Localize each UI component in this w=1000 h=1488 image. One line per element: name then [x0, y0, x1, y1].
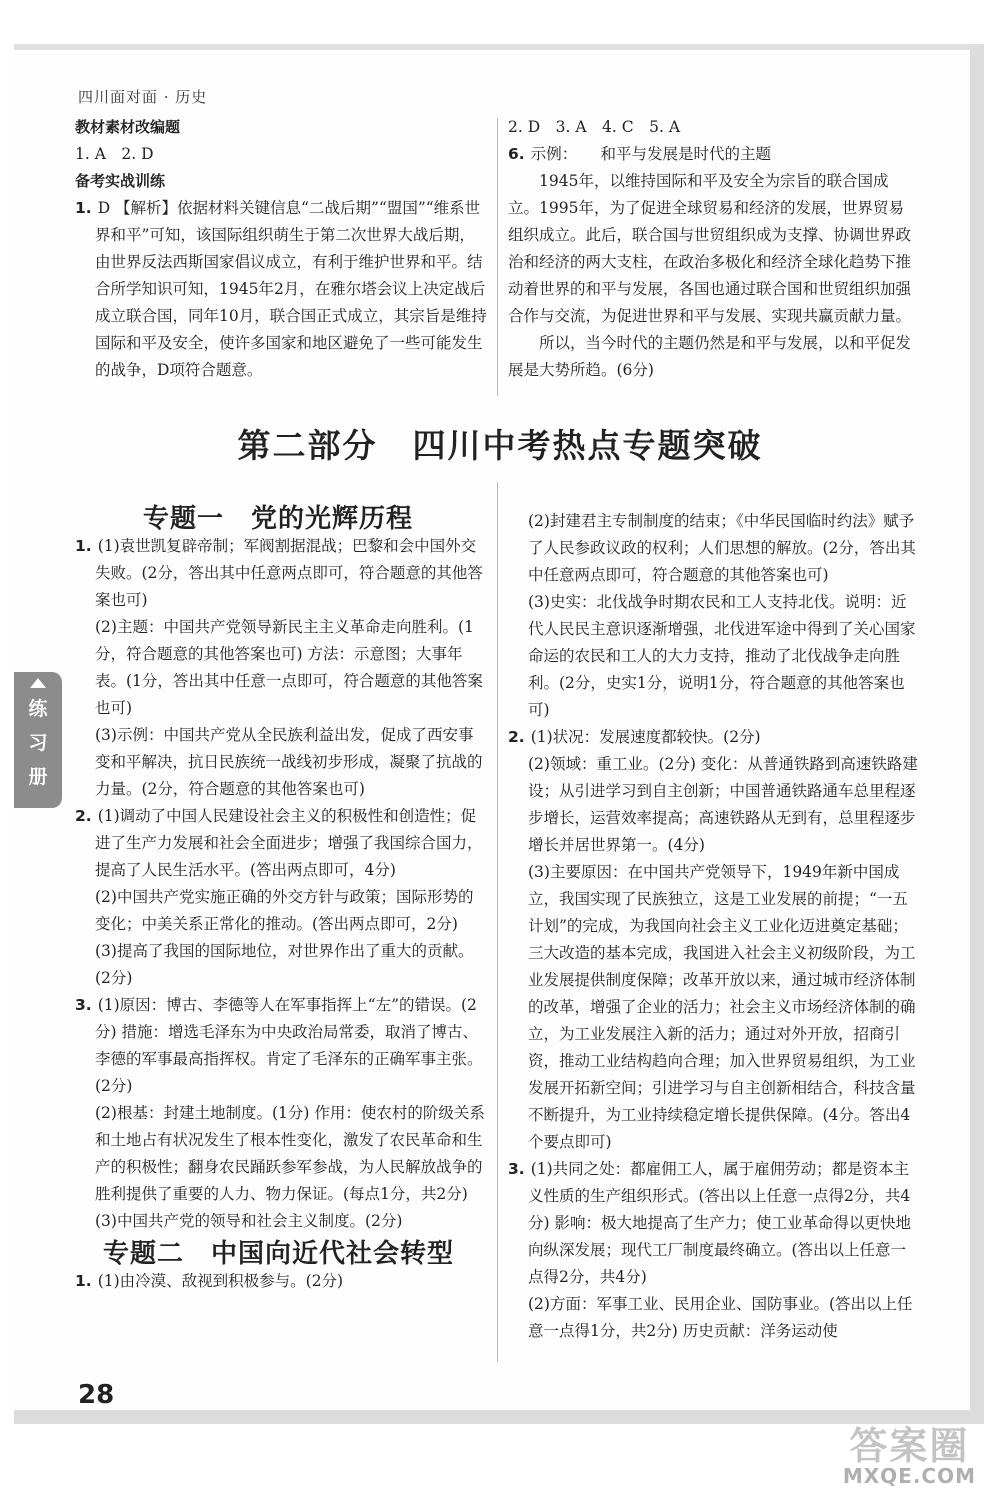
- heading-practice: 备考实战训练: [75, 172, 166, 190]
- answer-text: (1)原因：博古、李德等人在军事指挥上“左”的错误。(2分) 措施：增选毛泽东为中央政治局常委，取消了博古、李德的军事最高指挥权。肯定了毛泽东的正确军事主张。(2分): [95, 996, 483, 1095]
- answer-1: [75, 195, 487, 384]
- side-tab-char: 练: [28, 698, 48, 720]
- answer-3-part-2: (2)根基：封建土地制度。(1分) 作用：使农村的阶级关系和土地占有状况发生了根本性变化，激发了农民革命和生产的积极性；翻身农民踊跃参军参战，为人民解放战争的胜利提供了重要的人力、物力保证。(每点1分，共2分): [95, 1104, 485, 1203]
- part-title: 第二部分 四川中考热点专题突破: [237, 426, 763, 465]
- topic-title-2: 专题二 中国向近代社会转型: [103, 1239, 455, 1269]
- running-head: 四川面对面 · 历史: [78, 88, 208, 106]
- answer-3-part-3: (3)中国共产党的领导和社会主义制度。(2分): [95, 1212, 403, 1230]
- side-tab: [14, 672, 62, 808]
- triangle-up-icon: [30, 678, 46, 688]
- answer-text: (1)由冷漠、敌视到积极参与。(2分): [97, 1272, 344, 1290]
- answer-3-part-2: (2)方面：军事工业、民用企业、国防事业。(答出以上任意一点得1分，共2分) 历史贡献：洋务运动使: [528, 1295, 913, 1340]
- section-answers-right-top: [508, 114, 918, 384]
- topic-title-1: 专题一 党的光辉历程: [143, 504, 414, 534]
- question-number: 1.: [75, 199, 92, 217]
- answer-1-part-1: [75, 533, 487, 614]
- answer-2-part-2: (2)中国共产党实施正确的外交方针与政策；国际形势的变化；中美关系正常化的推动。(答出两点即可，2分): [95, 888, 474, 933]
- answer-1-part-2: (2)主题：中国共产党领导新民主主义革命走向胜利。(1分，符合题意的其他答案也可) 方法：示意图；大事年表。(1分，答出其中任意一点即可，符合题意的其他答案也可): [95, 618, 483, 717]
- column-divider-top: [497, 118, 498, 396]
- answer-1-part-3: (3)示例：中国共产党从全民族利益出发，促成了西安事变和平解决，抗日民族统一战线初步形成，凝聚了抗战的力量。(2分，符合题意的其他答案也可): [95, 726, 483, 798]
- question-number: 1.: [75, 1272, 92, 1290]
- answer-line-1: 1. A 2. D: [75, 145, 154, 163]
- answer-2-part-3: (3)主要原因：在中国共产党领导下，1949年新中国成立，我国实现了民族独立，这是工业发展的前提；“一五计划”的完成，为我国向社会主义工业化迈进奠定基础；三大改造的基本完成，我国进入社会主义初级阶段，为工业发展提供制度保障；改革开放以来，通过城市经济体制的改革，增强了企业的活力；社会主义市场经济体制的确立，为工业发展注入新的活力；通过对外开放，招商引资，推动工业结构趋向合理；加入世界贸易组织，为工业发展开拓新空间；引进学习与自主创新相结合，科技含量不断提升，为工业持续稳定增长提供保障。(4分。答出4个要点即可): [528, 863, 916, 1151]
- question-number: 2.: [75, 807, 92, 825]
- answer-1-part-2: (2)封建君主专制制度的结束；《中华民国临时约法》赋予了人民参政议政的权利；人们思想的解放。(2分，答出其中任意两点即可，符合题意的其他答案也可): [528, 512, 916, 584]
- answer-2-part-3: (3)提高了我国的国际地位，对世界作出了重大的贡献。(2分): [95, 942, 474, 987]
- answer-2-part-1: [75, 803, 487, 884]
- answer-2-part-2: (2)领域：重工业。(2分) 变化：从普通铁路到高速铁路建设；从引进学习到自主创新；中国普通铁路通车总里程逐步增长，运营效率提高；高速铁路从无到有，总里程逐步增长并居世界第一。(4分): [528, 755, 918, 854]
- answer-1-part-3: (3)史实：北伐战争时期农民和工人支持北伐。说明：近代人民民主意识逐渐增强，北伐进军途中得到了关心国家命运的农民和工人的大力支持，推动了北伐战争走向胜利。(2分，史实1分，说明1分，符合题意的其他答案也可): [528, 593, 916, 719]
- answer-text: D 【解析】依据材料关键信息“二战后期”“盟国”“维系世界和平”可知，该国际组织萌生于第二次世界大战后期，由世界反法西斯国家倡议成立，有利于维护世界和平。结合所学知识可知，1945年2月，在雅尔塔会议上决定战后成立联合国，同年10月，联合国正式成立，其宗旨是维持国际和平及安全，使许多国家和地区避免了一些可能发生的战争，D项符合题意。: [95, 199, 487, 379]
- answer-3-part-1: [508, 1156, 918, 1291]
- topic2-answer-1: [75, 1268, 487, 1295]
- answer-3-part-1: [75, 992, 487, 1100]
- heading-textbook: 教材素材改编题: [75, 118, 181, 136]
- column-divider-bottom: [497, 482, 498, 1362]
- side-tab-char: 册: [28, 766, 48, 788]
- essay-paragraph-1: 1945年，以维持国际和平及安全为宗旨的联合国成立。1995年，为了促进全球贸易和经济的发展，世界贸易组织成立。此后，联合国与世贸组织成为支撑、协调世界政治和经济的两大支柱，在政治多极化和经济全球化趋势下推动着世界的和平与发展，各国也通过联合国和世贸组织加强合作与交流，为促进世界和平与发展、实现共赢贡献力量。: [508, 172, 912, 325]
- answer-6-head: 示例： 和平与发展是时代的主题: [530, 145, 771, 163]
- answer-text: (1)袁世凯复辟帝制；军阀割据混战；巴黎和会中国外交失败。(2分，答出其中任意两点即可，符合题意的其他答案也可): [95, 537, 483, 609]
- answer-2-part-1: [508, 724, 918, 751]
- answer-line-2: 2. D 3. A 4. C 5. A: [508, 118, 681, 136]
- essay-paragraph-2: 所以，当今时代的主题仍然是和平与发展，以和平促发展是大势所趋。(6分): [508, 334, 912, 379]
- answer-text: (1)共同之处：都雇佣工人，属于雇佣劳动；都是资本主义性质的生产组织形式。(答出以上任意一点得2分，共4分) 影响：极大地提高了生产力；使工业革命得以更快地向纵深发展；现代工厂制度最终确立。(答出以上任意一点得2分，共4分): [528, 1160, 911, 1286]
- page-number: 28: [78, 1380, 115, 1410]
- watermark-site: MXQE.COM: [842, 1464, 976, 1488]
- section-topic-2-answers: [508, 508, 918, 1345]
- question-number: 6.: [508, 145, 525, 163]
- answer-text: (1)调动了中国人民建设社会主义的积极性和创造性；促进了生产力发展和社会全面进步；增强了我国综合国力，提高了人民生活水平。(答出两点即可，4分): [95, 807, 483, 879]
- question-number: 3.: [508, 1160, 525, 1178]
- side-tab-char: 习: [28, 732, 48, 754]
- question-number: 3.: [75, 996, 92, 1014]
- answer-text: (1)状况：发展速度都较快。(2分): [530, 728, 761, 746]
- section-topic-1: [75, 506, 487, 1295]
- question-number: 1.: [75, 537, 92, 555]
- question-number: 2.: [508, 728, 525, 746]
- section-textbook-answers: [75, 114, 487, 384]
- watermark-logo: 答案圈: [849, 1424, 970, 1468]
- watermark: [843, 1415, 976, 1488]
- answer-6: [508, 141, 918, 168]
